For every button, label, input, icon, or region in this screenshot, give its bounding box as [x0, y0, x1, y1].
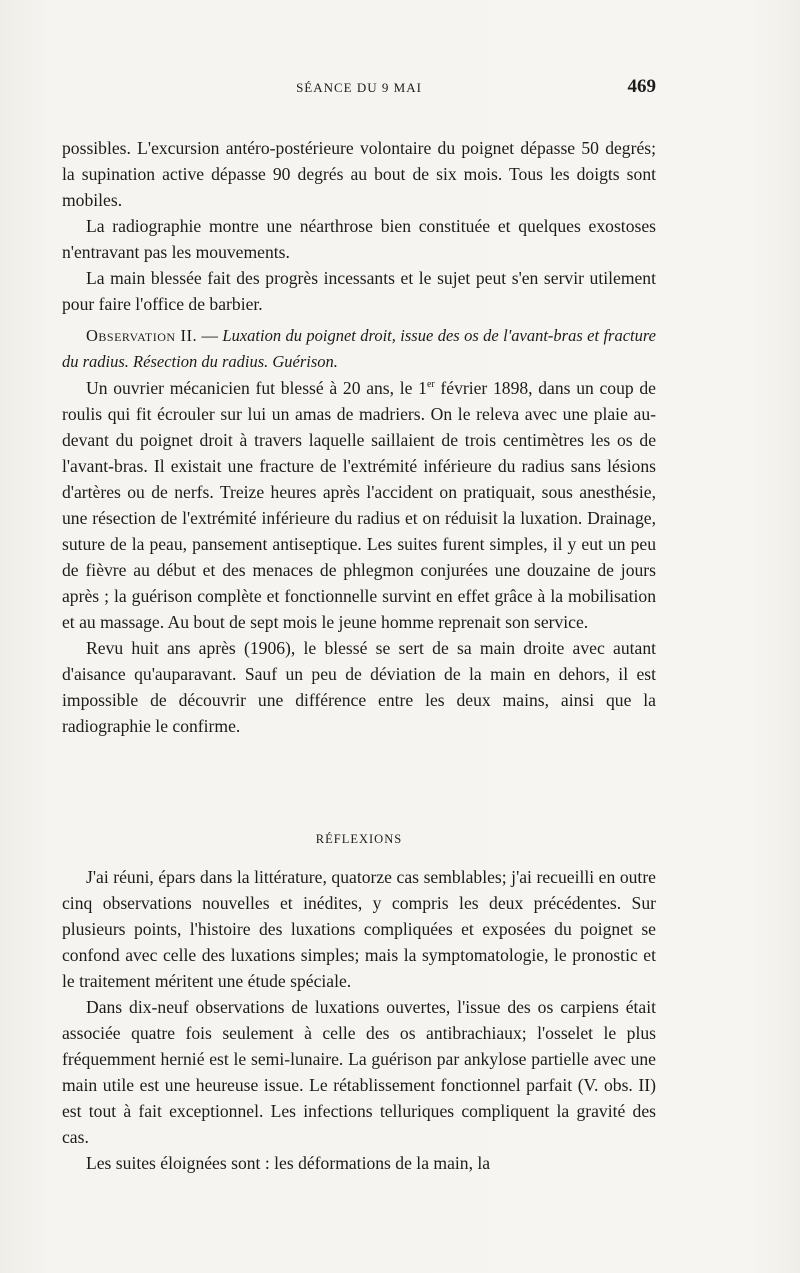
paragraph	[62, 375, 656, 635]
reflexions-section	[62, 864, 656, 1176]
paragraph: La main blessée fait des progrès incessants et le sujet peut s'en servir utilement pour faire l'office de barbier.	[62, 268, 656, 314]
paragraph-start: Un ouvrier mécanicien fut blessé à 20 ans, le 1	[86, 378, 427, 398]
case-continuation	[62, 135, 656, 317]
paragraph: J'ai réuni, épars dans la littérature, quatorze cas semblables; j'ai recueilli en outre cinq observations nouvelles et inédites, y compris les deux précédentes. Sur plusieurs points, l'histoire des luxations compliquées et exposées du poignet se confond avec celle des luxations simples; mais la symptomatologie, le pronostic et le traitement méritent une étude spéciale.	[62, 867, 656, 991]
running-head: SÉANCE DU 9 MAI	[296, 80, 422, 95]
superscript: er	[426, 379, 435, 391]
observation-label: Observation II.	[86, 326, 198, 345]
observation-section	[62, 323, 656, 739]
paragraph: Les suites éloignées sont : les déformations de la main, la	[86, 1153, 491, 1173]
page-number: 469	[627, 76, 656, 97]
section-title: RÉFLEXIONS	[315, 832, 403, 846]
paragraph: Revu huit ans après (1906), le blessé se sert de sa main droite avec autant d'aisance qu'auparavant. Sauf un peu de déviation de la main en dehors, il est impossible de découvrir une différence entre les deux mains, ainsi que la radiographie le confirme.	[62, 638, 656, 736]
paragraph: possibles. L'excursion antéro-postérieure volontaire du poignet dépasse 50 degrés; la supination active dépasse 90 degrés au bout de six mois. Tous les doigts sont mobiles.	[62, 138, 656, 210]
paragraph: La radiographie montre une néarthrose bien constituée et quelques exostoses n'entravant pas les mouvements.	[62, 216, 656, 262]
page-header	[62, 76, 656, 100]
observation-dash: —	[197, 326, 223, 345]
paragraph-rest: février 1898, dans un coup de roulis qui fit écrouler sur lui un amas de madriers. On le releva avec une plaie au-devant du poignet droit à travers laquelle saillaient de trois centimètres les os de l'avant-bras. Il existait une fracture de l'extrémité inférieure du radius sans lésions d'artères ou de nerfs. Treize heures après l'accident on pratiquait, sous anesthésie, une résection de l'extrémité inférieure du radius et on réduisit la luxation. Drainage, suture de la peau, pansement antiseptique. Les suites furent simples, il y eut un peu de fièvre au début et des menaces de phlegmon conjurées une douzaine de jours après ; la guérison complète et fonctionnelle survint en effet grâce à la mobilisation et au massage. Au bout de sept mois le jeune homme reprenait son service.	[62, 378, 656, 632]
observation-title: Luxation du poignet droit, issue des os de l'avant-bras et fracture du radius. Résection du radius. Guérison.	[62, 326, 656, 371]
paragraph: Dans dix-neuf observations de luxations ouvertes, l'issue des os carpiens était associée quatre fois seulement à celle des os antibrachiaux; l'osselet le plus fréquemment hernié est le semi-lunaire. La guérison par ankylose partielle avec une main utile est une heureuse issue. Le rétablissement fonctionnel parfait (V. obs. II) est tout à fait exceptionnel. Les infections telluriques compliquent la gravité des cas.	[62, 997, 656, 1147]
observation-heading	[62, 323, 656, 375]
